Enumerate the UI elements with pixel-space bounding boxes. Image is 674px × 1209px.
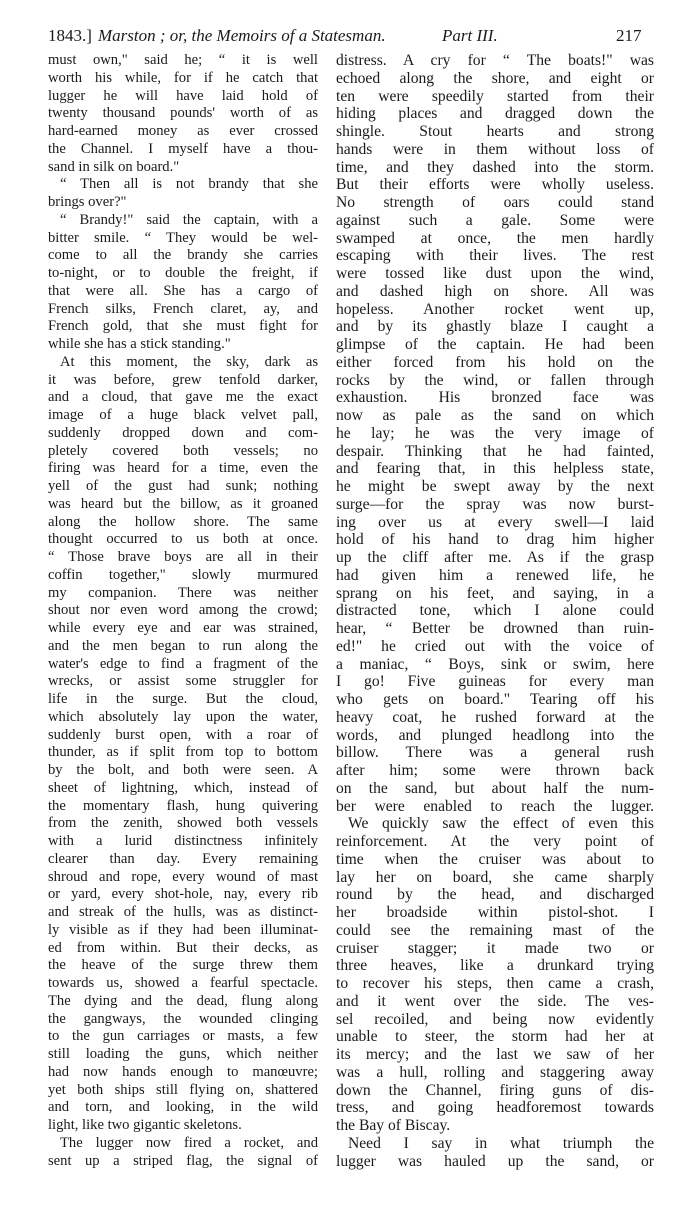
text-line: which absolutely lay upon the water, bbox=[48, 708, 318, 725]
text-line: time, and they dashed into the storm. bbox=[336, 158, 654, 176]
page-number: 217 bbox=[616, 26, 642, 45]
text-line: cruiser stagger; it made two or bbox=[336, 939, 654, 957]
text-line: now as pale as the sand on which bbox=[336, 407, 654, 424]
text-line: pletely covered both vessels; no bbox=[48, 442, 318, 459]
text-line: We quickly saw the effect of even this bbox=[348, 815, 654, 833]
text-line: against such a gale. Some were bbox=[336, 211, 654, 229]
text-line: distracted tone, which I alone could bbox=[336, 602, 654, 620]
text-line: sent up a striped flag, the signal of bbox=[48, 1152, 318, 1169]
text-line: ed!" he cried out with the voice of bbox=[336, 637, 654, 655]
text-line: with a lurid distinctness infinitely bbox=[48, 833, 318, 849]
text-line: brings over?" bbox=[48, 194, 127, 210]
text-line: a maniac, “ Boys, sink or swim, here bbox=[336, 655, 654, 673]
text-line: “ Then all is not brandy that she bbox=[60, 176, 318, 193]
text-line: unable to steer, the storm had her at bbox=[336, 1028, 654, 1046]
text-line: had now hands enough to manœuvre; bbox=[48, 1063, 318, 1080]
text-line: ber were enabled to reach the lugger. bbox=[336, 797, 654, 815]
text-line: hard-earned money as ever crossed bbox=[48, 123, 318, 139]
text-line: surge—for the spray was now burst- bbox=[336, 495, 654, 513]
text-line: shingle. Stout hearts and strong bbox=[336, 123, 654, 140]
text-line: to recover his steps, then came a crash, bbox=[336, 975, 654, 992]
text-line: bitter smile. “ They would be wel- bbox=[48, 229, 318, 246]
text-line: my companion. There was neither bbox=[48, 584, 318, 601]
text-line: image of a huge black velvet pall, bbox=[48, 407, 318, 423]
text-line: words, and plunged headlong into the bbox=[336, 726, 654, 744]
text-line: lugger he will have laid hold of bbox=[48, 87, 318, 104]
text-line: the momentary flash, hung quivering bbox=[48, 797, 318, 814]
text-line: its mercy; and the last we saw of her bbox=[336, 1046, 654, 1063]
text-line: could see the remaining mast of the bbox=[336, 921, 654, 939]
text-line: time when the cruiser was about to bbox=[336, 850, 654, 868]
text-line: escaping with their lives. The rest bbox=[336, 247, 654, 265]
text-line: “ Those brave boys are all in their bbox=[48, 549, 318, 565]
text-line: had given him a renewed life, he bbox=[336, 566, 654, 584]
text-line: hiding places and dragged down the bbox=[336, 105, 654, 123]
text-line: and torn, and looking, in the wild bbox=[48, 1099, 318, 1116]
text-line: hear, “ Better be drowned than ruin- bbox=[336, 620, 654, 637]
text-line: worth his while, for if he catch that bbox=[48, 69, 318, 86]
text-line: despair. Thinking that he had fainted, bbox=[336, 442, 654, 460]
text-line: to-night, or to double the freight, if bbox=[48, 265, 318, 281]
text-line: the Bay of Biscay. bbox=[336, 1117, 451, 1134]
text-line: yet both ships still flying on, shattered bbox=[48, 1081, 318, 1098]
text-line: round by the head, and discharged bbox=[336, 886, 654, 904]
text-line: sand in silk on board." bbox=[48, 158, 180, 175]
text-line: her broadside within pistol-shot. I bbox=[336, 904, 654, 921]
text-line: suddenly burst open, with a roar of bbox=[48, 726, 318, 743]
text-line: The dying and the dead, flung along bbox=[48, 992, 318, 1009]
text-line: to the gun carriages or masts, a few bbox=[48, 1028, 318, 1045]
text-line: towards us, showed a fearful spectacle. bbox=[48, 975, 318, 991]
text-line: after him; some were thrown back bbox=[336, 762, 654, 779]
text-line: distress. A cry for “ The boats!" was bbox=[336, 52, 654, 69]
text-line: echoed along the shore, and eight or bbox=[336, 69, 654, 87]
text-line: Need I say in what triumph the bbox=[348, 1134, 654, 1152]
text-line: sprang on his feet, and saying, in a bbox=[336, 584, 654, 602]
text-line: The lugger now fired a rocket, and bbox=[60, 1134, 318, 1151]
text-line: lugger was hauled up the sand, or bbox=[336, 1152, 654, 1170]
text-line: ten were speedily started from their bbox=[336, 87, 654, 105]
text-line: water's edge to find a fragment of the bbox=[48, 655, 318, 672]
text-line: rocks by the wind, or fallen through bbox=[336, 371, 654, 389]
text-line: that were all. She has a cargo of bbox=[48, 282, 318, 299]
text-line: At this moment, the sky, dark as bbox=[60, 353, 318, 370]
text-line: on the sand, but about half the num- bbox=[336, 779, 654, 797]
text-line: I go! Five guineas for every man bbox=[336, 673, 654, 691]
text-line: must own," said he; “ it is well bbox=[48, 52, 318, 68]
text-line: suddenly dropped down and com- bbox=[48, 424, 318, 441]
text-line: lay her on board, she came sharply bbox=[336, 868, 654, 886]
text-line: swamped at once, the men hardly bbox=[336, 229, 654, 247]
text-line: were tossed like dust upon the wind, bbox=[336, 265, 654, 282]
text-line: and fearing that, in this helpless state, bbox=[336, 460, 654, 478]
text-line: it was before, grew tenfold darker, bbox=[48, 371, 318, 388]
text-line: glimpse of the captain. He had been bbox=[336, 336, 654, 353]
text-line: and a cloud, that gave me the exact bbox=[48, 389, 318, 406]
text-line: either forced from his hold on the bbox=[336, 353, 654, 371]
text-line: ing over us at every swell—I laid bbox=[336, 513, 654, 531]
running-head-title: Marston ; or, the Memoirs of a Statesman. bbox=[98, 26, 386, 45]
text-line: light, like two gigantic skeletons. bbox=[48, 1117, 242, 1133]
text-line: sheet of lightning, which, instead of bbox=[48, 779, 318, 796]
text-line: from the zenith, showed both vessels bbox=[48, 815, 318, 832]
text-line: heavy coat, he rushed forward at the bbox=[336, 708, 654, 726]
text-line: hold of his hand to drag him higher bbox=[336, 531, 654, 549]
text-line: come to all the brandy she carries bbox=[48, 247, 318, 264]
text-line: shout nor even word among the crowd; bbox=[48, 602, 318, 619]
text-line: yell of the gust had sunk; nothing bbox=[48, 478, 318, 494]
text-line: twenty thousand pounds' worth of as bbox=[48, 105, 318, 122]
text-line: still loading the guns, which neither bbox=[48, 1046, 318, 1062]
text-line: and dashed high on shore. All was bbox=[336, 282, 654, 300]
text-line: was a hull, rolling and staggering away bbox=[336, 1063, 654, 1081]
text-line: But their efforts were wholly useless. bbox=[336, 176, 654, 194]
text-line: or yard, every shot-hole, nay, every rib bbox=[48, 886, 318, 903]
text-line: he might be swept away by the next bbox=[336, 478, 654, 495]
text-line: ed from within. But their decks, as bbox=[48, 939, 318, 956]
right-column bbox=[336, 52, 654, 1170]
text-line: sel recoiled, and being now evidently bbox=[336, 1010, 654, 1028]
text-line: three heaves, like a drunkard trying bbox=[336, 957, 654, 975]
running-head-part: Part III. bbox=[442, 26, 498, 45]
text-line: and by its ghastly blaze I caught a bbox=[336, 318, 654, 336]
text-line: the Channel. I myself have a thou- bbox=[48, 140, 318, 157]
text-line: wrecks, or assist some struggler for bbox=[48, 673, 318, 690]
text-line: and streak of the hulls, was as distinct- bbox=[48, 904, 318, 920]
text-line: billow. There was a general rush bbox=[336, 744, 654, 762]
text-line: while every eye and ear was strained, bbox=[48, 620, 318, 636]
text-line: “ Brandy!" said the captain, with a bbox=[60, 211, 318, 228]
text-line: the gangways, the wounded clinging bbox=[48, 1010, 318, 1027]
text-line: and it went over the side. The ves- bbox=[336, 992, 654, 1010]
text-line: hands were in them without loss of bbox=[336, 140, 654, 158]
text-line: life in the surge. But the cloud, bbox=[48, 691, 318, 707]
text-line: French gold, that she must fight for bbox=[48, 318, 318, 335]
text-line: hopeless. Another rocket went up, bbox=[336, 300, 654, 318]
running-head-year: 1843.] bbox=[48, 26, 92, 45]
text-line: reinforcement. At the very point of bbox=[336, 833, 654, 850]
text-line: ly visible as if they had been illuminat- bbox=[48, 921, 318, 938]
text-line: coffin together," slowly murmured bbox=[48, 566, 318, 583]
text-line: was heard but the billow, as it groaned bbox=[48, 495, 318, 512]
text-line: No strength of oars could stand bbox=[336, 194, 654, 211]
text-line: along the hollow shore. The same bbox=[48, 513, 318, 530]
text-line: up the cliff after me. As if the grasp bbox=[336, 549, 654, 566]
text-line: shroud and rope, every wound of mast bbox=[48, 868, 318, 885]
text-line: down the Channel, firing guns of dis- bbox=[336, 1081, 654, 1099]
text-line: exhaustion. His bronzed face was bbox=[336, 389, 654, 407]
text-line: thought occurred to us both at once. bbox=[48, 531, 318, 548]
text-line: while she has a stick standing." bbox=[48, 336, 231, 352]
left-column bbox=[48, 52, 318, 1170]
text-line: French silks, French claret, ay, and bbox=[48, 300, 318, 317]
text-line: and the men began to run along the bbox=[48, 637, 318, 654]
text-line: who gets on board." Tearing off his bbox=[336, 691, 654, 708]
text-line: he lay; he was the very image of bbox=[336, 424, 654, 442]
text-line: firing was heard for a time, even the bbox=[48, 460, 318, 477]
text-line: by the bolt, and both were seen. A bbox=[48, 762, 318, 778]
text-line: clearer than day. Every remaining bbox=[48, 850, 318, 867]
text-line: the heave of the surge threw them bbox=[48, 957, 318, 974]
text-line: thunder, as if split from top to bottom bbox=[48, 744, 318, 761]
text-line: tress, and going headforemost towards bbox=[336, 1099, 654, 1117]
